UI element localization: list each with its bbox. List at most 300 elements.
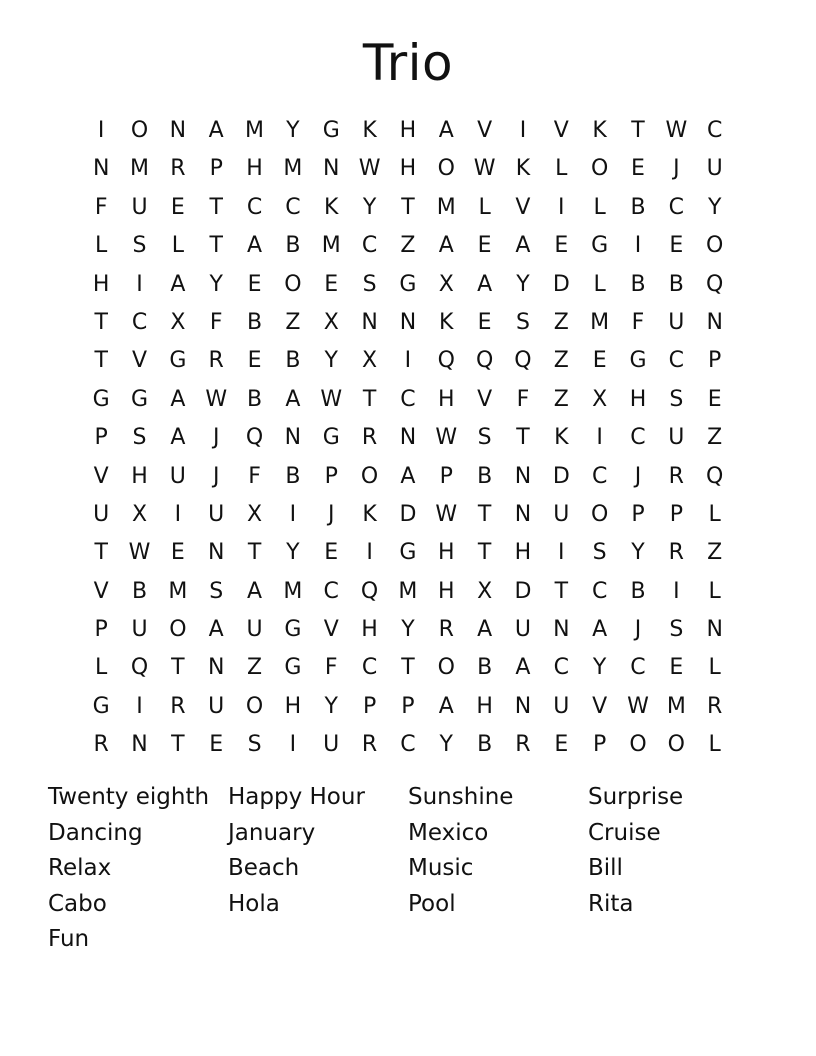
grid-cell[interactable]: G [284,617,302,643]
grid-cell[interactable]: J [327,501,335,527]
grid-cell[interactable]: Z [553,309,569,335]
grid-cell[interactable]: G [92,693,110,719]
grid-cell[interactable]: A [477,617,493,643]
grid-cell[interactable]: H [437,540,455,566]
grid-cell[interactable]: G [130,386,149,412]
grid-cell[interactable]: E [170,194,185,220]
grid-cell[interactable]: N [706,617,723,643]
word-list-item: Bill [588,855,623,881]
grid-cell[interactable]: J [673,156,680,182]
grid-cell[interactable]: I [673,578,680,604]
grid-cell[interactable]: H [514,540,532,566]
grid-cell[interactable]: M [436,194,456,220]
grid-cell[interactable]: I [136,693,143,719]
grid-cell[interactable]: R [361,732,378,758]
grid-cell[interactable]: H [92,271,110,297]
grid-cell[interactable]: O [130,118,149,143]
grid-cell[interactable]: H [399,156,417,182]
grid-cell[interactable]: T [209,194,223,220]
grid-cell[interactable]: U [131,194,148,220]
grid-cell[interactable]: I [174,501,182,527]
grid-cell[interactable]: N [514,693,532,719]
grid-cell[interactable]: N [169,118,187,143]
grid-cell[interactable]: X [170,309,186,335]
grid-cell[interactable]: L [708,501,721,527]
grid-cell[interactable]: S [592,540,607,566]
grid-cell[interactable]: P [708,348,722,374]
grid-cell[interactable]: K [592,118,607,143]
grid-cell[interactable]: K [439,309,454,335]
grid-cell[interactable]: C [630,425,646,451]
grid-cell[interactable]: V [323,617,339,643]
grid-row [82,726,734,764]
grid-cell[interactable]: E [170,540,185,566]
grid-cell[interactable]: W [128,540,151,566]
grid-cell[interactable]: B [247,386,263,412]
grid-cell[interactable]: U [668,309,685,335]
grid-cell[interactable]: P [324,463,338,489]
grid-cell[interactable]: Z [400,233,416,259]
grid-cell[interactable]: C [591,578,608,604]
grid-cell[interactable]: T [171,655,185,681]
grid-cell[interactable]: G [322,118,340,143]
grid-cell[interactable]: S [247,732,262,758]
grid-cell[interactable]: I [366,540,373,566]
grid-cell[interactable]: A [438,233,454,259]
grid-cell[interactable]: D [552,463,570,489]
grid-cell[interactable]: O [590,501,609,527]
grid-cell[interactable]: T [171,732,185,758]
grid-cell[interactable]: Z [553,348,569,374]
grid-cell[interactable]: T [401,655,415,681]
grid-cell[interactable]: B [131,578,148,604]
grid-cell[interactable]: Z [553,386,569,412]
grid-cell[interactable]: W [665,118,688,143]
letter-grid [82,112,734,762]
grid-cell[interactable]: X [477,578,493,604]
grid-cell[interactable]: A [515,655,531,681]
grid-cell[interactable]: F [94,194,108,220]
grid-row [82,150,734,188]
grid-cell[interactable]: P [209,156,223,182]
grid-cell[interactable]: U [93,501,110,527]
grid-cell[interactable]: A [170,386,186,412]
grid-cell[interactable]: G [284,655,302,681]
grid-cell[interactable]: G [629,348,647,374]
grid-cell[interactable]: F [631,309,645,335]
grid-cell[interactable]: R [93,732,109,758]
word-list-item: Hola [228,890,280,917]
grid-cell[interactable]: V [93,578,109,604]
grid-cell[interactable]: S [515,309,530,335]
grid-cell[interactable]: O [590,156,609,182]
grid-cell[interactable]: X [247,501,263,527]
grid-cell[interactable]: V [515,194,531,220]
grid-cell[interactable]: E [247,348,262,374]
word-list [48,780,768,958]
grid-cell[interactable]: S [477,425,492,451]
grid-cell[interactable]: G [92,386,110,412]
grid-cell[interactable]: E [209,732,224,758]
grid-cell[interactable]: G [591,233,609,259]
grid-cell[interactable]: P [593,732,607,758]
grid-cell[interactable]: O [629,732,647,758]
grid-cell[interactable]: T [401,194,415,220]
grid-cell[interactable]: I [289,501,297,527]
grid-cell[interactable]: A [208,118,224,143]
grid-cell[interactable]: C [131,309,148,335]
grid-cell[interactable]: Q [706,463,724,489]
grid-cell[interactable]: T [477,540,492,566]
grid-cell[interactable]: A [400,463,416,489]
grid-cell[interactable]: C [361,233,378,259]
grid-cell[interactable]: A [247,233,263,259]
grid-cell[interactable]: Y [401,617,415,643]
grid-cell[interactable]: E [592,348,607,374]
grid-cell[interactable]: J [634,617,642,643]
grid-cell[interactable]: E [669,233,684,259]
grid-cell[interactable]: U [668,425,685,451]
grid-cell[interactable]: H [437,578,455,604]
grid-cell[interactable]: H [284,693,302,719]
grid-cell[interactable]: Y [439,732,453,758]
grid-cell[interactable]: G [169,348,187,374]
grid-cell[interactable]: T [247,540,262,566]
grid-cell[interactable]: J [212,425,220,451]
grid-cell[interactable]: S [669,617,684,643]
grid-cell[interactable]: C [246,194,263,220]
grid-cell[interactable]: L [95,233,108,259]
grid-cell[interactable]: Y [362,194,377,220]
grid-cell[interactable]: T [362,386,377,412]
grid-cell[interactable]: N [323,156,340,182]
grid-cell[interactable]: R [170,156,186,182]
grid-cell[interactable]: S [132,425,147,451]
grid-cell[interactable]: Q [437,348,455,374]
grid-cell[interactable]: U [169,463,186,489]
puzzle-title: Trio [362,34,454,92]
grid-cell[interactable]: O [437,156,455,182]
grid-cell[interactable]: M [283,156,303,182]
grid-cell[interactable]: M [666,693,686,719]
grid-cell[interactable]: R [170,693,186,719]
grid-cell[interactable]: K [324,194,339,220]
grid-cell[interactable]: V [477,386,493,412]
grid-cell[interactable]: Y [516,271,530,297]
grid-cell[interactable]: C [706,118,723,143]
grid-cell[interactable]: R [668,463,684,489]
grid-cell[interactable]: U [514,617,531,643]
grid-cell[interactable]: Y [286,540,300,566]
grid-cell[interactable]: D [399,501,417,527]
grid-cell[interactable]: M [283,578,303,604]
grid-cell[interactable]: U [553,501,570,527]
grid-cell[interactable]: P [362,693,377,719]
grid-cell[interactable]: L [478,194,491,220]
grid-cell[interactable]: C [668,348,685,374]
grid-cell[interactable]: N [706,309,723,335]
grid-cell[interactable]: Z [285,309,301,335]
grid-cell[interactable]: B [477,732,493,758]
grid-cell[interactable]: V [477,118,493,143]
grid-cell[interactable]: S [669,386,684,412]
grid-cell[interactable]: X [323,309,339,335]
grid-cell[interactable]: I [289,732,297,758]
grid-cell[interactable]: B [668,271,684,297]
grid-cell[interactable]: R [515,732,531,758]
grid-cell[interactable]: M [590,309,610,335]
grid-cell[interactable]: B [285,233,301,259]
grid-cell[interactable]: B [477,463,493,489]
grid-cell[interactable]: L [95,655,108,681]
grid-cell[interactable]: C [285,194,301,220]
grid-cell[interactable]: T [477,501,492,527]
grid-cell[interactable]: U [208,693,225,719]
grid-cell[interactable]: S [132,233,147,259]
grid-cell[interactable]: X [592,386,608,412]
grid-cell[interactable]: I [558,194,565,220]
grid-cell[interactable]: B [630,578,646,604]
grid-cell[interactable]: I [97,118,105,143]
grid-cell[interactable]: N [207,655,225,681]
grid-cell[interactable]: G [322,425,340,451]
grid-cell[interactable]: X [438,271,454,297]
grid-cell[interactable]: N [553,617,570,643]
grid-cell[interactable]: C [668,194,685,220]
grid-cell[interactable]: E [631,156,645,182]
grid-cell[interactable]: P [439,463,453,489]
grid-cell[interactable]: W [205,386,228,412]
grid-cell[interactable]: I [558,540,565,566]
grid-cell[interactable]: N [399,309,417,335]
grid-cell[interactable]: A [208,617,224,643]
grid-cell[interactable]: R [668,540,684,566]
grid-cell[interactable]: U [706,156,723,182]
grid-cell[interactable]: X [362,348,378,374]
grid-cell[interactable]: E [324,271,339,297]
grid-cell[interactable]: N [361,309,378,335]
grid-cell[interactable]: N [399,425,417,451]
grid-cell[interactable]: H [437,386,455,412]
grid-cell[interactable]: U [246,617,263,643]
grid-row [82,419,734,457]
grid-cell[interactable]: O [706,233,724,259]
grid-cell[interactable]: F [516,386,530,412]
grid-cell[interactable]: T [516,425,530,451]
grid-cell[interactable]: W [435,501,458,527]
grid-cell[interactable]: Z [247,655,263,681]
grid-cell[interactable]: G [399,271,417,297]
word-list-item: Pool [408,890,456,917]
grid-cell[interactable]: A [170,425,186,451]
grid-cell[interactable]: Q [475,348,494,374]
grid-cell[interactable]: F [324,655,338,681]
grid-cell[interactable]: W [358,156,381,182]
grid-cell[interactable]: P [94,617,108,643]
grid-cell[interactable]: V [93,463,109,489]
grid-cell[interactable]: Q [706,271,724,297]
grid-cell[interactable]: L [555,156,568,182]
grid-cell[interactable]: F [209,309,223,335]
grid-cell[interactable]: E [554,233,569,259]
grid-cell[interactable]: D [514,578,532,604]
grid-cell[interactable]: S [362,271,377,297]
grid-cell[interactable]: J [634,463,642,489]
grid-cell[interactable]: E [707,386,722,412]
grid-cell[interactable]: K [362,501,377,527]
grid-cell[interactable]: A [438,118,454,143]
grid-cell[interactable]: A [438,693,454,719]
grid-cell[interactable]: H [476,693,493,719]
grid-cell[interactable]: B [285,348,301,374]
grid-cell[interactable]: M [245,118,265,143]
grid-cell[interactable]: A [592,617,608,643]
grid-cell[interactable]: B [477,655,493,681]
grid-cell[interactable]: M [398,578,418,604]
grid-cell[interactable]: O [245,693,264,719]
grid-cell[interactable]: T [94,540,108,566]
grid-cell[interactable]: L [171,233,184,259]
grid-cell[interactable]: O [360,463,379,489]
grid-cell[interactable]: B [285,463,301,489]
grid-cell[interactable]: I [404,348,412,374]
grid-cell[interactable]: Q [360,578,379,604]
grid-cell[interactable]: T [554,578,569,604]
grid-cell[interactable]: A [285,386,301,412]
grid-cell[interactable]: L [708,655,721,681]
grid-cell[interactable]: N [207,540,225,566]
grid-cell[interactable]: A [170,271,186,297]
grid-cell[interactable]: W [473,156,496,182]
grid-cell[interactable]: U [131,617,148,643]
grid-cell[interactable]: C [591,463,608,489]
grid-cell[interactable]: W [627,693,649,719]
grid-cell[interactable]: I [596,425,603,451]
grid-cell[interactable]: Y [324,693,338,719]
grid-cell[interactable]: Q [130,655,149,681]
grid-cell[interactable]: M [130,156,149,182]
grid-cell[interactable]: P [669,501,683,527]
grid-cell[interactable]: U [323,732,340,758]
grid-cell[interactable]: A [477,271,493,297]
grid-cell[interactable]: V [131,348,148,374]
grid-cell[interactable]: R [438,617,454,643]
grid-cell[interactable]: H [246,156,263,182]
grid-row [82,381,734,419]
grid-cell[interactable]: E [669,655,684,681]
grid-cell[interactable]: T [209,233,223,259]
grid-cell[interactable]: O [437,655,455,681]
grid-cell[interactable]: O [284,271,302,297]
grid-cell[interactable]: U [553,693,570,719]
grid-cell[interactable]: V [553,118,569,143]
grid-cell[interactable]: K [554,425,569,451]
grid-cell[interactable]: P [94,425,108,451]
grid-cell[interactable]: C [630,655,646,681]
grid-cell[interactable]: W [435,425,458,451]
grid-cell[interactable]: K [362,118,377,143]
grid-cell[interactable]: L [593,271,606,297]
grid-cell[interactable]: C [553,655,569,681]
grid-cell[interactable]: H [131,463,148,489]
grid-cell[interactable]: Q [245,425,264,451]
grid-cell[interactable]: H [399,118,417,143]
grid-cell[interactable]: T [631,118,645,143]
grid-cell[interactable]: T [94,309,108,335]
grid-cell[interactable]: R [208,348,224,374]
grid-cell[interactable]: B [630,271,646,297]
grid-cell[interactable]: R [707,693,723,719]
grid-cell[interactable]: C [400,386,416,412]
grid-cell[interactable]: N [131,732,148,758]
grid-cell[interactable]: A [515,233,531,259]
grid-cell[interactable]: U [208,501,225,527]
grid-row [82,266,734,304]
grid-cell[interactable]: H [629,386,647,412]
grid-cell[interactable]: D [552,271,570,297]
grid-cell[interactable]: S [209,578,224,604]
grid-cell[interactable]: N [92,156,110,182]
grid-cell[interactable]: B [630,194,646,220]
grid-cell[interactable]: M [321,233,341,259]
grid-cell[interactable]: L [708,732,721,758]
grid-cell[interactable]: C [323,578,339,604]
grid-cell[interactable]: E [247,271,262,297]
grid-cell[interactable]: E [477,309,492,335]
grid-cell[interactable]: N [284,425,302,451]
grid-cell[interactable]: H [361,617,378,643]
grid-cell[interactable]: J [212,463,220,489]
grid-cell[interactable]: F [248,463,261,489]
grid-cell[interactable]: I [136,271,143,297]
grid-cell[interactable]: N [514,463,532,489]
grid-cell[interactable]: T [94,348,108,374]
grid-cell[interactable]: G [399,540,417,566]
grid-cell[interactable]: Y [286,118,300,143]
grid-cell[interactable]: Q [514,348,532,374]
grid-cell[interactable]: M [168,578,188,604]
grid-cell[interactable]: Y [592,655,607,681]
grid-cell[interactable]: B [247,309,263,335]
grid-cell[interactable]: V [592,693,608,719]
grid-cell[interactable]: I [634,233,642,259]
grid-cell[interactable]: E [324,540,339,566]
grid-cell[interactable]: W [320,386,343,412]
grid-cell[interactable]: P [631,501,645,527]
grid-cell[interactable]: Z [707,425,723,451]
grid-cell[interactable]: Y [324,348,338,374]
grid-cell[interactable]: C [361,655,378,681]
grid-cell[interactable]: K [515,156,531,182]
grid-cell[interactable]: O [667,732,685,758]
grid-cell[interactable]: Z [707,540,723,566]
grid-cell[interactable]: E [554,732,569,758]
grid-cell[interactable]: N [514,501,532,527]
grid-cell[interactable]: Y [631,540,645,566]
grid-cell[interactable]: I [519,118,527,143]
grid-cell[interactable]: C [400,732,416,758]
grid-cell[interactable]: L [708,578,721,604]
grid-cell[interactable]: E [477,233,492,259]
grid-cell[interactable]: X [131,501,148,527]
grid-cell[interactable]: Y [209,271,223,297]
grid-cell[interactable]: L [593,194,606,220]
grid-cell[interactable]: O [169,617,187,643]
grid-cell[interactable]: A [247,578,263,604]
grid-cell[interactable]: R [361,425,378,451]
grid-cell[interactable]: P [401,693,415,719]
grid-cell[interactable]: Y [707,194,722,220]
